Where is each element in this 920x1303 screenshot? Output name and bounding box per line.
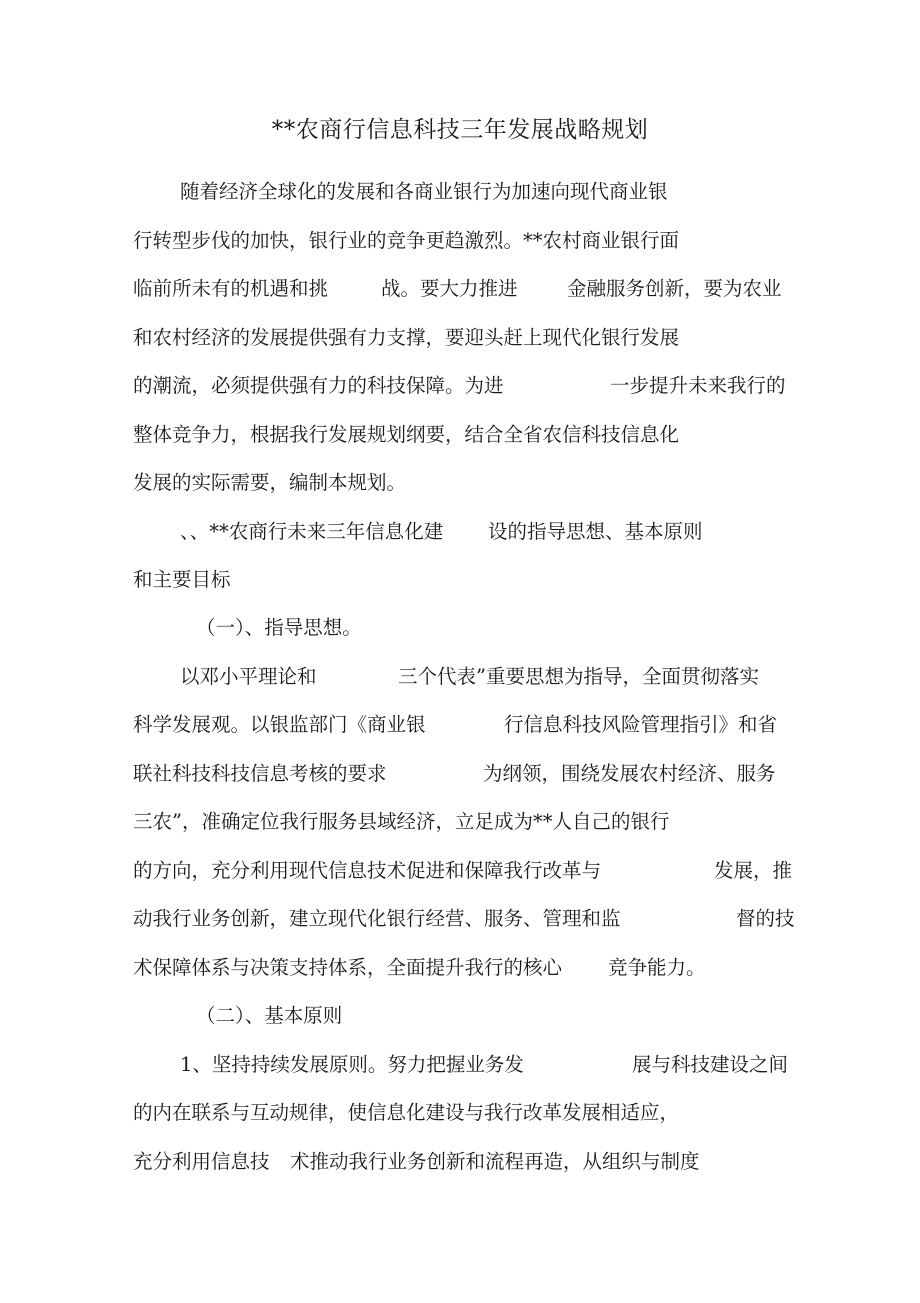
text-segment: 为纲领，围绕发展农村经济、服务	[483, 762, 776, 785]
text-segment: 展与科技建设之间	[632, 1053, 789, 1076]
text-segment: 1、坚持持续发展原则。努力把握业务发	[180, 1053, 524, 1076]
text-segment: （二）、基本原则	[196, 1004, 343, 1027]
text-segment: 的方向，充分利用现代信息技术促进和保障我行改革与	[133, 859, 602, 882]
text-segment: 督的技	[736, 907, 795, 930]
text-segment: 一步提升未来我行的	[610, 374, 786, 397]
text-segment: 科学发展观。以银监部门《商业银	[133, 713, 426, 736]
text-segment: 术保障体系与决策支持体系，全面提升我行的核心	[133, 956, 563, 979]
text-segment: 以邓小平理论和	[180, 665, 317, 688]
text-segment: 三个代表”重要思想为指导，全面贯彻落实	[398, 665, 759, 688]
text-segment: 临前所未有的机遇和挑	[133, 277, 329, 300]
text-segment: 设的指导思想、基本原则	[488, 520, 703, 543]
text-segment: 金融服务创新，要为农业	[567, 277, 782, 300]
text-segment: 的内在联系与互动规律，使信息化建设与我行改革发展相适应，	[133, 1101, 680, 1124]
text-segment: 和主要目标	[133, 568, 231, 591]
text-segment: 随着经济全球化的发展和各商业银行为加速向现代商业银	[180, 180, 668, 203]
text-segment: 行转型步伐的加快，银行业的竞争更趋激烈。**农村商业银行面	[133, 229, 680, 252]
text-segment: 发展的实际需要，编制本规划。	[133, 471, 407, 494]
text-segment: 行信息科技风险管理指引》和省	[504, 713, 778, 736]
text-segment: 战。要大力推进	[381, 277, 518, 300]
document-title: **农商行信息科技三年发展战略规划	[271, 117, 649, 143]
text-segment: 联社科技科技信息考核的要求	[133, 762, 387, 785]
text-segment: 三农”，准确定位我行服务县域经济，立足成为**人自己的银行	[133, 810, 670, 833]
text-segment: 的潮流，必须提供强有力的科技保障。为进	[133, 374, 504, 397]
text-segment: 发展，推	[714, 859, 793, 882]
text-segment: 、、**农商行未来三年信息化建	[180, 520, 444, 543]
text-segment: 和农村经济的发展提供强有力支撑，要迎头赶上现代化银行发展	[133, 326, 680, 349]
text-segment: 竞争能力。	[608, 956, 706, 979]
text-segment: 整体竞争力，根据我行发展规划纲要，结合全省农信科技信息化	[133, 423, 680, 446]
text-segment: 术推动我行业务创新和流程再造，从组织与制度	[290, 1150, 700, 1173]
text-segment: （一）、指导思想。	[196, 616, 362, 639]
text-segment: 动我行业务创新，建立现代化银行经营、服务、管理和监	[133, 907, 621, 930]
text-segment: 充分利用信息技	[133, 1150, 270, 1173]
